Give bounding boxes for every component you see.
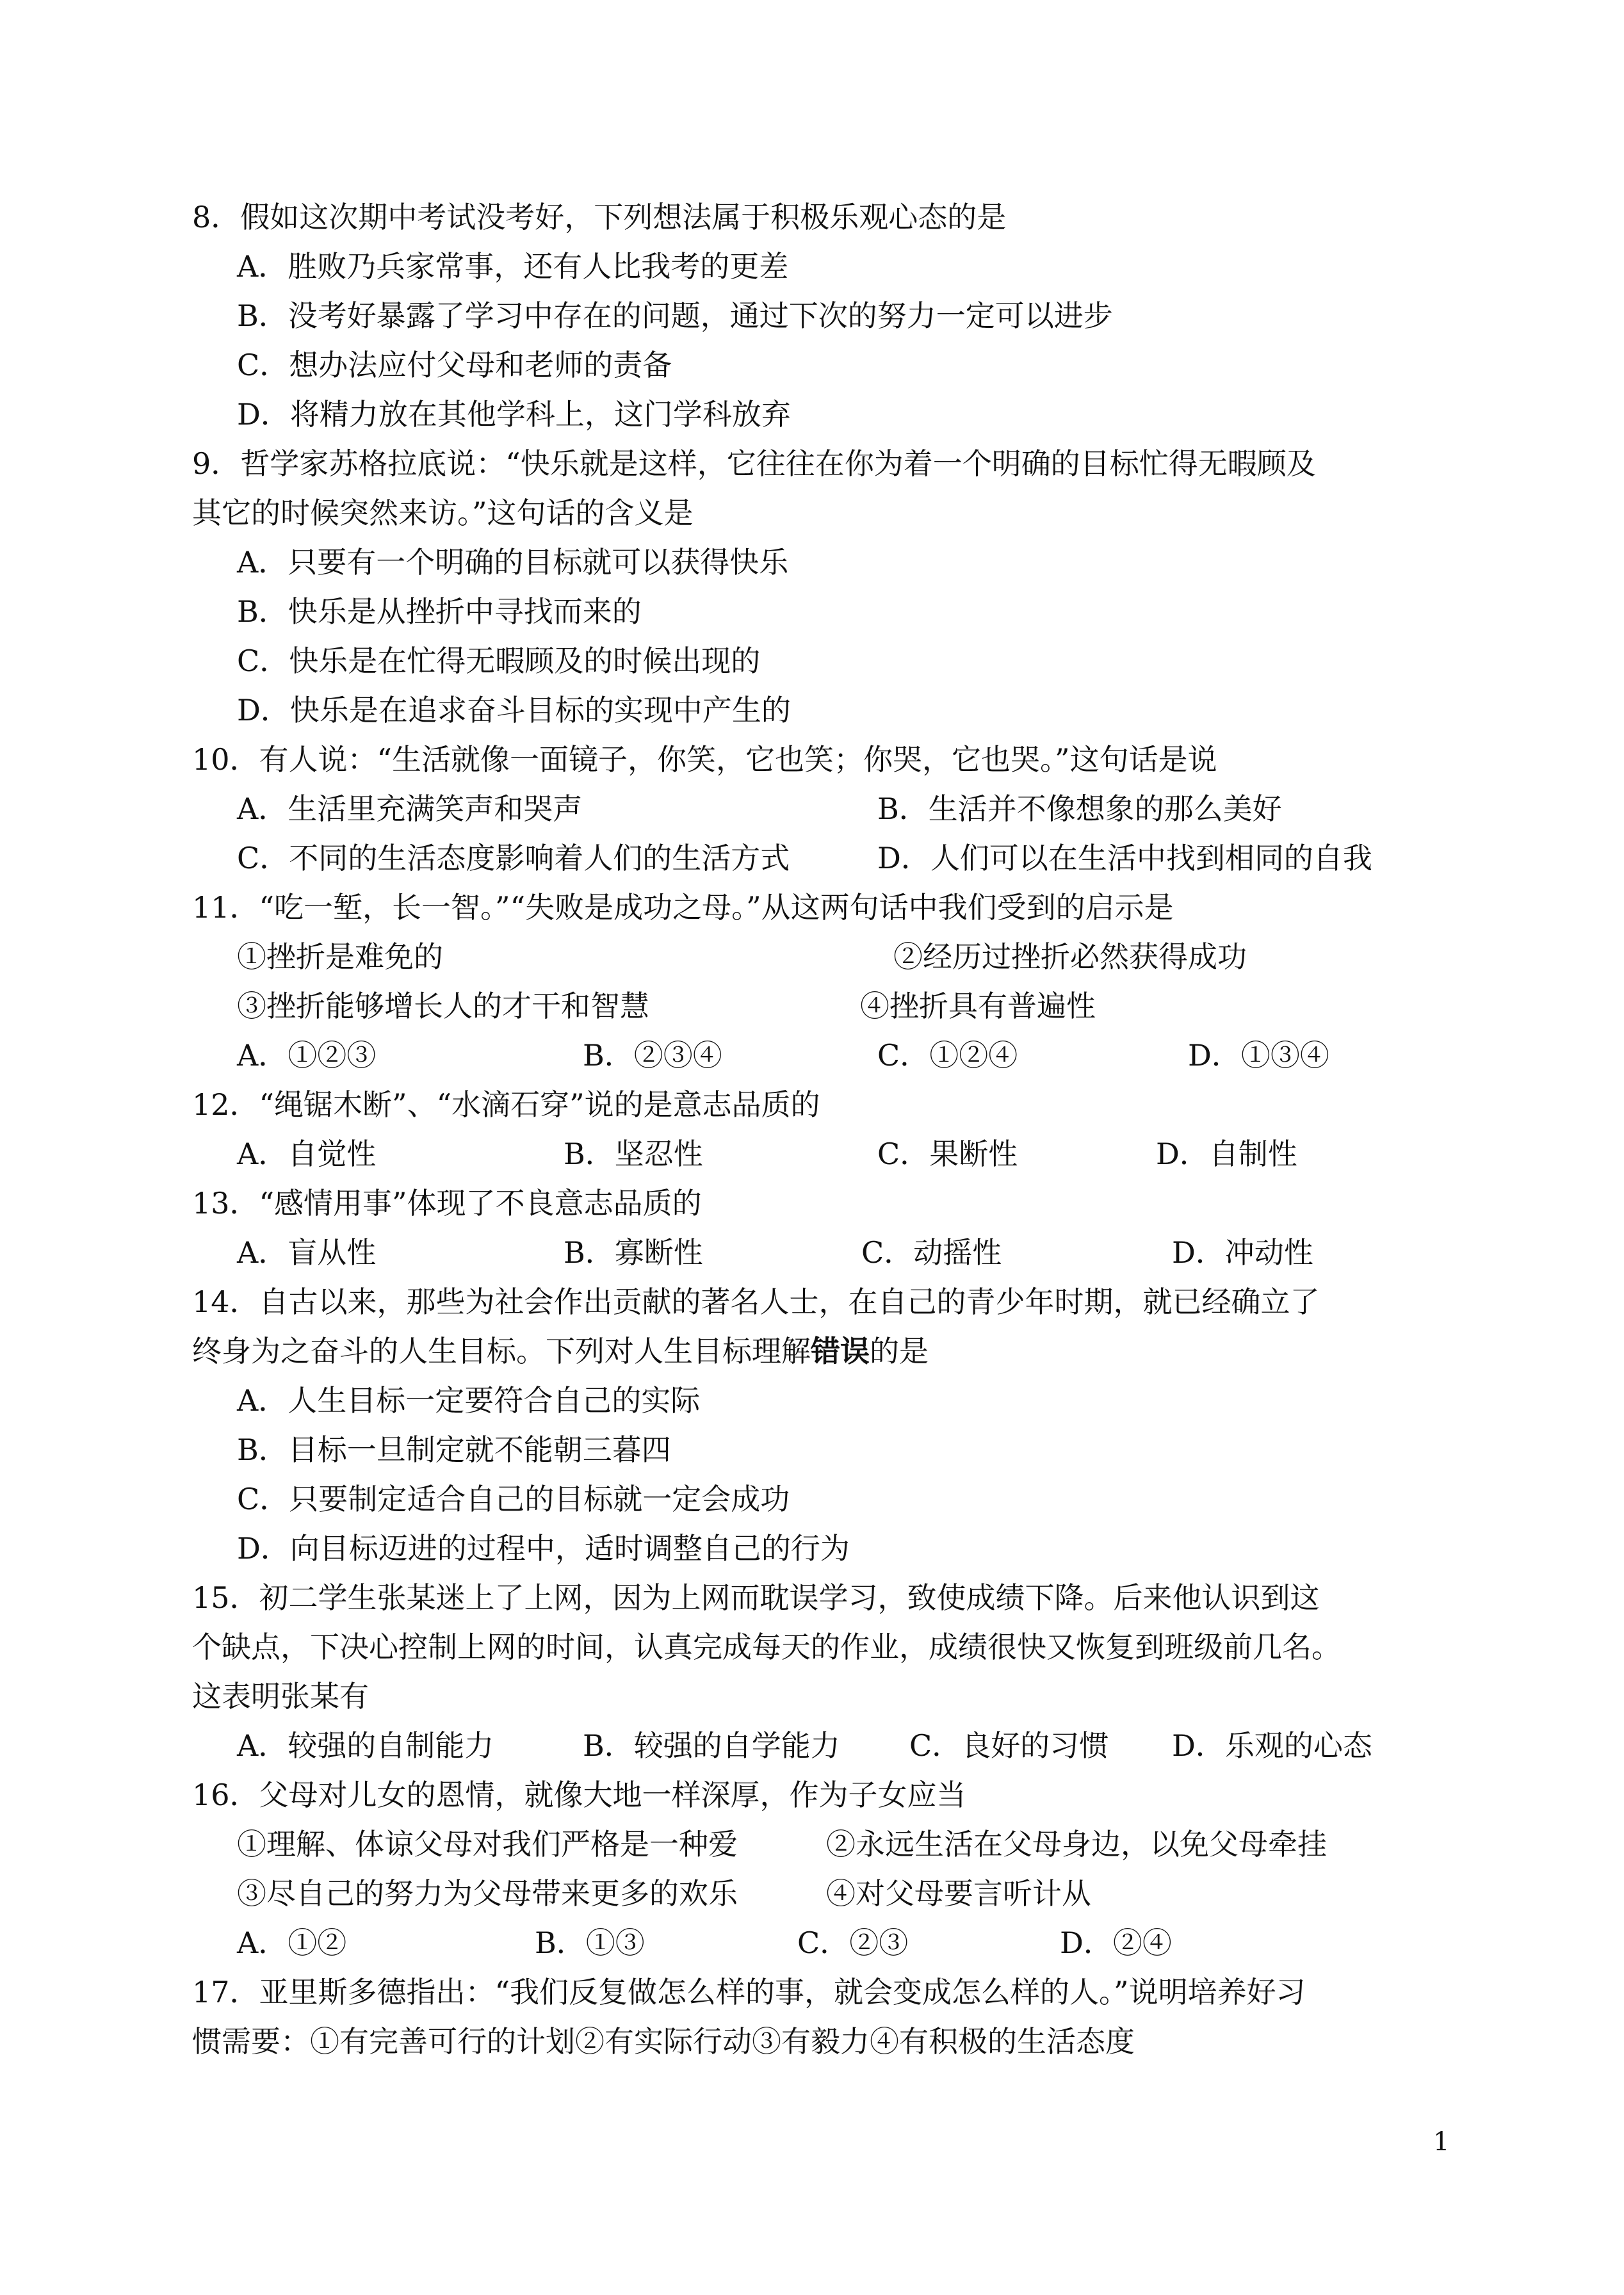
question-13-option-d: D．冲动性 (1172, 1235, 1313, 1270)
question-11-stem: 11．“吃一堑，长一智。”“失败是成功之母。”从这两句话中我们受到的启示是 (192, 890, 1174, 925)
question-14-option-d: D．向目标迈进的过程中，适时调整自己的行为 (237, 1531, 850, 1566)
question-10-stem: 10．有人说：“生活就像一面镜子，你笑，它也笑；你哭，它也哭。”这句话是说 (192, 742, 1217, 777)
question-12-option-d: D．自制性 (1156, 1137, 1297, 1171)
question-16-option-b: B．①③ (535, 1926, 645, 1960)
question-12-option-b: B．坚忍性 (564, 1137, 703, 1171)
question-10-option-d: D．人们可以在生活中找到相同的自我 (877, 841, 1372, 875)
question-16-item-3: ③尽自己的努力为父母带来更多的欢乐 (237, 1876, 738, 1911)
question-16-item-1: ①理解、体谅父母对我们严格是一种爱 (237, 1827, 738, 1861)
question-10-option-b: B．生活并不像想象的那么美好 (877, 791, 1282, 826)
question-15-option-d: D．乐观的心态 (1172, 1728, 1372, 1763)
question-15-option-c: C．良好的习惯 (909, 1728, 1109, 1763)
question-8-stem: 8．假如这次期中考试没考好，下列想法属于积极乐观心态的是 (192, 200, 1007, 234)
question-11-item-4: ④挫折具有普遍性 (860, 989, 1096, 1023)
question-14-stem-tail: 的是 (870, 1334, 929, 1368)
question-16-option-c: C．②③ (797, 1926, 909, 1960)
question-13-stem: 13．“感情用事”体现了不良意志品质的 (192, 1186, 702, 1220)
question-11-option-a: A．①②③ (237, 1038, 377, 1073)
question-11-option-c: C．①②④ (877, 1038, 1018, 1073)
question-8-option-a: A．胜败乃兵家常事，还有人比我考的更差 (237, 249, 789, 284)
question-17-stem-line1: 17．亚里斯多德指出：“我们反复做怎么样的事，就会变成怎么样的人。”说明培养好习 (192, 1975, 1306, 2009)
question-12-option-c: C．果断性 (877, 1137, 1018, 1171)
question-8-option-c: C．想办法应付父母和老师的责备 (237, 348, 672, 382)
question-14-stem-line1: 14．自古以来，那些为社会作出贡献的著名人士，在自己的青少年时期，就已经确立了 (192, 1285, 1320, 1319)
question-15-stem-line2: 个缺点，下决心控制上网的时间，认真完成每天的作业，成绩很快又恢复到班级前几名。 (192, 1630, 1341, 1664)
page-number: 1 (1433, 2127, 1450, 2157)
question-11-option-b: B．②③④ (583, 1038, 722, 1073)
question-14-stem-line2 (192, 1336, 929, 1366)
question-16-stem: 16．父母对儿女的恩情，就像大地一样深厚，作为子女应当 (192, 1778, 966, 1812)
question-14-emphasis: 错误 (811, 1334, 870, 1368)
question-11-item-1: ①挫折是难免的 (237, 939, 443, 974)
question-16-item-4: ④对父母要言听计从 (826, 1876, 1091, 1911)
question-8-option-d: D．将精力放在其他学科上，这门学科放弃 (237, 397, 791, 432)
question-9-option-c: C．快乐是在忙得无暇顾及的时候出现的 (237, 644, 761, 678)
question-15-option-a: A．较强的自制能力 (237, 1728, 494, 1763)
question-12-stem: 12．“绳锯木断”、“水滴石穿”说的是意志品质的 (192, 1087, 820, 1122)
question-9-option-b: B．快乐是从挫折中寻找而来的 (237, 594, 642, 629)
question-14-option-c: C．只要制定适合自己的目标就一定会成功 (237, 1482, 790, 1516)
question-16-item-2: ②永远生活在父母身边，以免父母牵挂 (826, 1827, 1327, 1861)
question-14-stem-text: 终身为之奋斗的人生目标。下列对人生目标理解 (192, 1334, 811, 1368)
question-12-option-a: A．自觉性 (237, 1137, 377, 1171)
question-9-option-d: D．快乐是在追求奋斗目标的实现中产生的 (237, 693, 791, 727)
question-16-option-a: A．①② (237, 1926, 347, 1960)
question-9-stem-line2: 其它的时候突然来访。”这句话的含义是 (192, 496, 694, 530)
question-9-stem-line1: 9．哲学家苏格拉底说：“快乐就是这样，它往往在你为着一个明确的目标忙得无暇顾及 (192, 446, 1316, 481)
question-8-option-b: B．没考好暴露了学习中存在的问题，通过下次的努力一定可以进步 (237, 298, 1113, 333)
question-15-option-b: B．较强的自学能力 (583, 1728, 840, 1763)
question-11-item-2: ②经历过挫折必然获得成功 (893, 939, 1247, 974)
question-11-item-3: ③挫折能够增长人的才干和智慧 (237, 989, 649, 1023)
question-13-option-a: A．盲从性 (237, 1235, 377, 1270)
question-9-option-a: A．只要有一个明确的目标就可以获得快乐 (237, 545, 789, 580)
question-11-option-d: D．①③④ (1188, 1038, 1329, 1073)
question-17-stem-line2: 惯需要：①有完善可行的计划②有实际行动③有毅力④有积极的生活态度 (192, 2024, 1135, 2059)
question-13-option-b: B．寡断性 (564, 1235, 703, 1270)
question-14-option-b: B．目标一旦制定就不能朝三暮四 (237, 1432, 671, 1467)
question-15-stem-line3: 这表明张某有 (192, 1679, 369, 1714)
question-16-option-d: D．②④ (1060, 1926, 1172, 1960)
question-14-option-a: A．人生目标一定要符合自己的实际 (237, 1383, 701, 1418)
question-10-option-a: A．生活里充满笑声和哭声 (237, 791, 583, 826)
question-10-option-c: C．不同的生活态度影响着人们的生活方式 (237, 841, 790, 875)
question-13-option-c: C．动摇性 (861, 1235, 1002, 1270)
question-15-stem-line1: 15．初二学生张某迷上了上网，因为上网而耽误学习，致使成绩下降。后来他认识到这 (192, 1580, 1320, 1615)
